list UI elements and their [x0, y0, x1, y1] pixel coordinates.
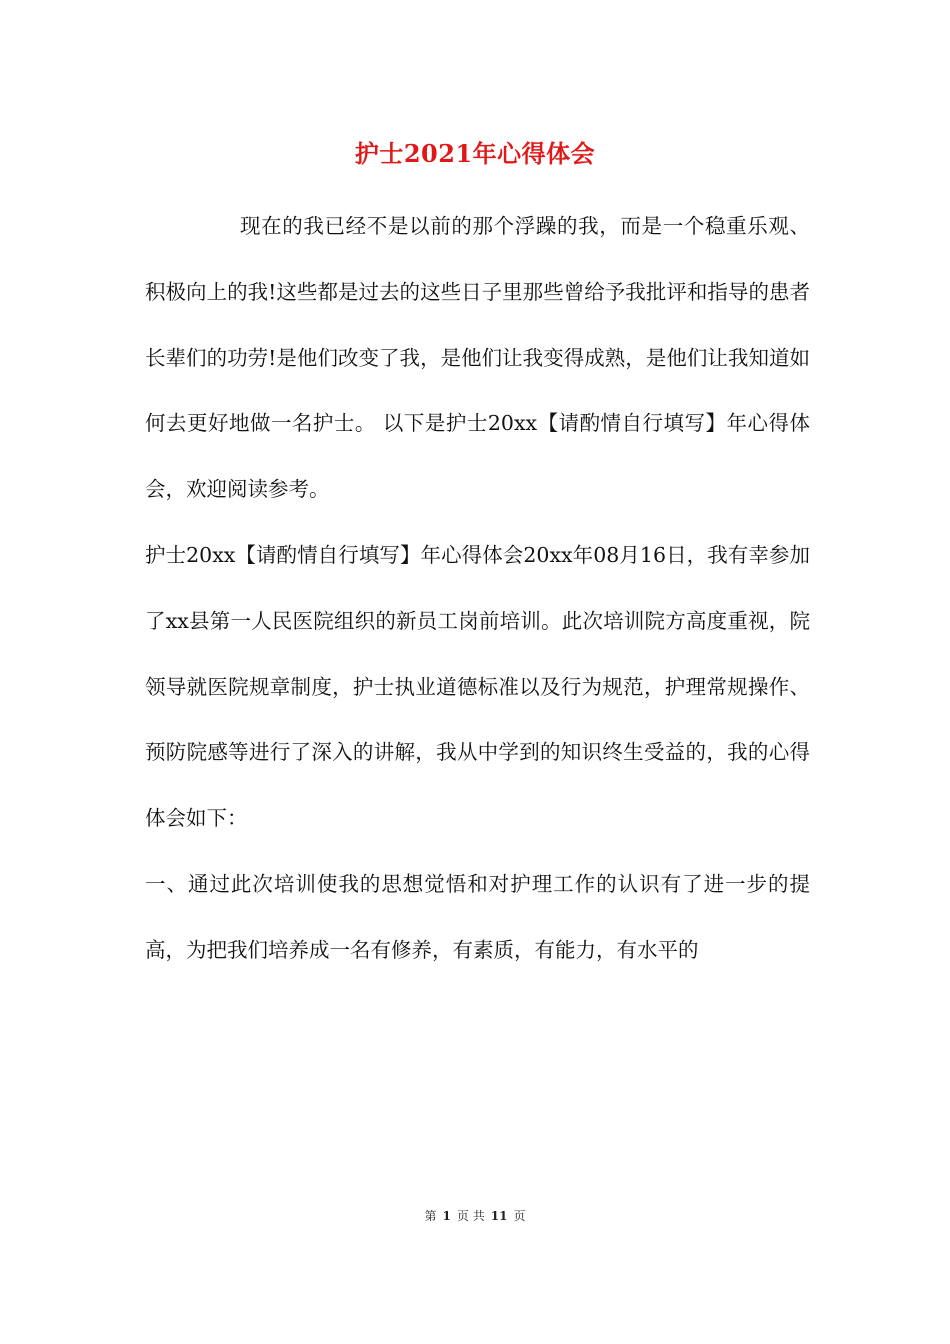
- footer-current-page: 1: [442, 1209, 451, 1223]
- paragraph-intro: 现在的我已经不是以前的那个浮躁的我，而是一个稳重乐观、积极向上的我!这些都是过去的这些日子里那些曾给予我批评和指导的患者长辈们的功劳!是他们改变了我，是他们让我变得成熟，是他们让我知道如何去更好地做一名护士。 以下是护士20xx【请酌情自行填写】年心得体会，欢迎阅读参考。: [145, 214, 810, 502]
- footer-middle: 页 共: [456, 1209, 485, 1223]
- document-body: [145, 194, 810, 984]
- footer-total-pages: 11: [490, 1209, 508, 1223]
- footer-prefix: 第: [424, 1209, 437, 1223]
- footer-suffix: 页: [513, 1209, 526, 1223]
- document-title: 护士2021年心得体会: [354, 139, 596, 168]
- paragraph-point-one: 一、通过此次培训使我的思想觉悟和对护理工作的认识有了进一步的提高，为把我们培养成一名有修养，有素质，有能力，有水平的: [145, 871, 810, 962]
- page-number-footer: [0, 1207, 950, 1225]
- paragraph-training: 护士20xx【请酌情自行填写】年心得体会20xx年08月16日，我有幸参加了xx县第一人民医院组织的新员工岗前培训。此次培训院方高度重视，院领导就医院规章制度，护士执业道德标准以及行为规范，护理常规操作、预防院感等进行了深入的讲解，我从中学到的知识终生受益的，我的心得体会如下：: [145, 542, 810, 831]
